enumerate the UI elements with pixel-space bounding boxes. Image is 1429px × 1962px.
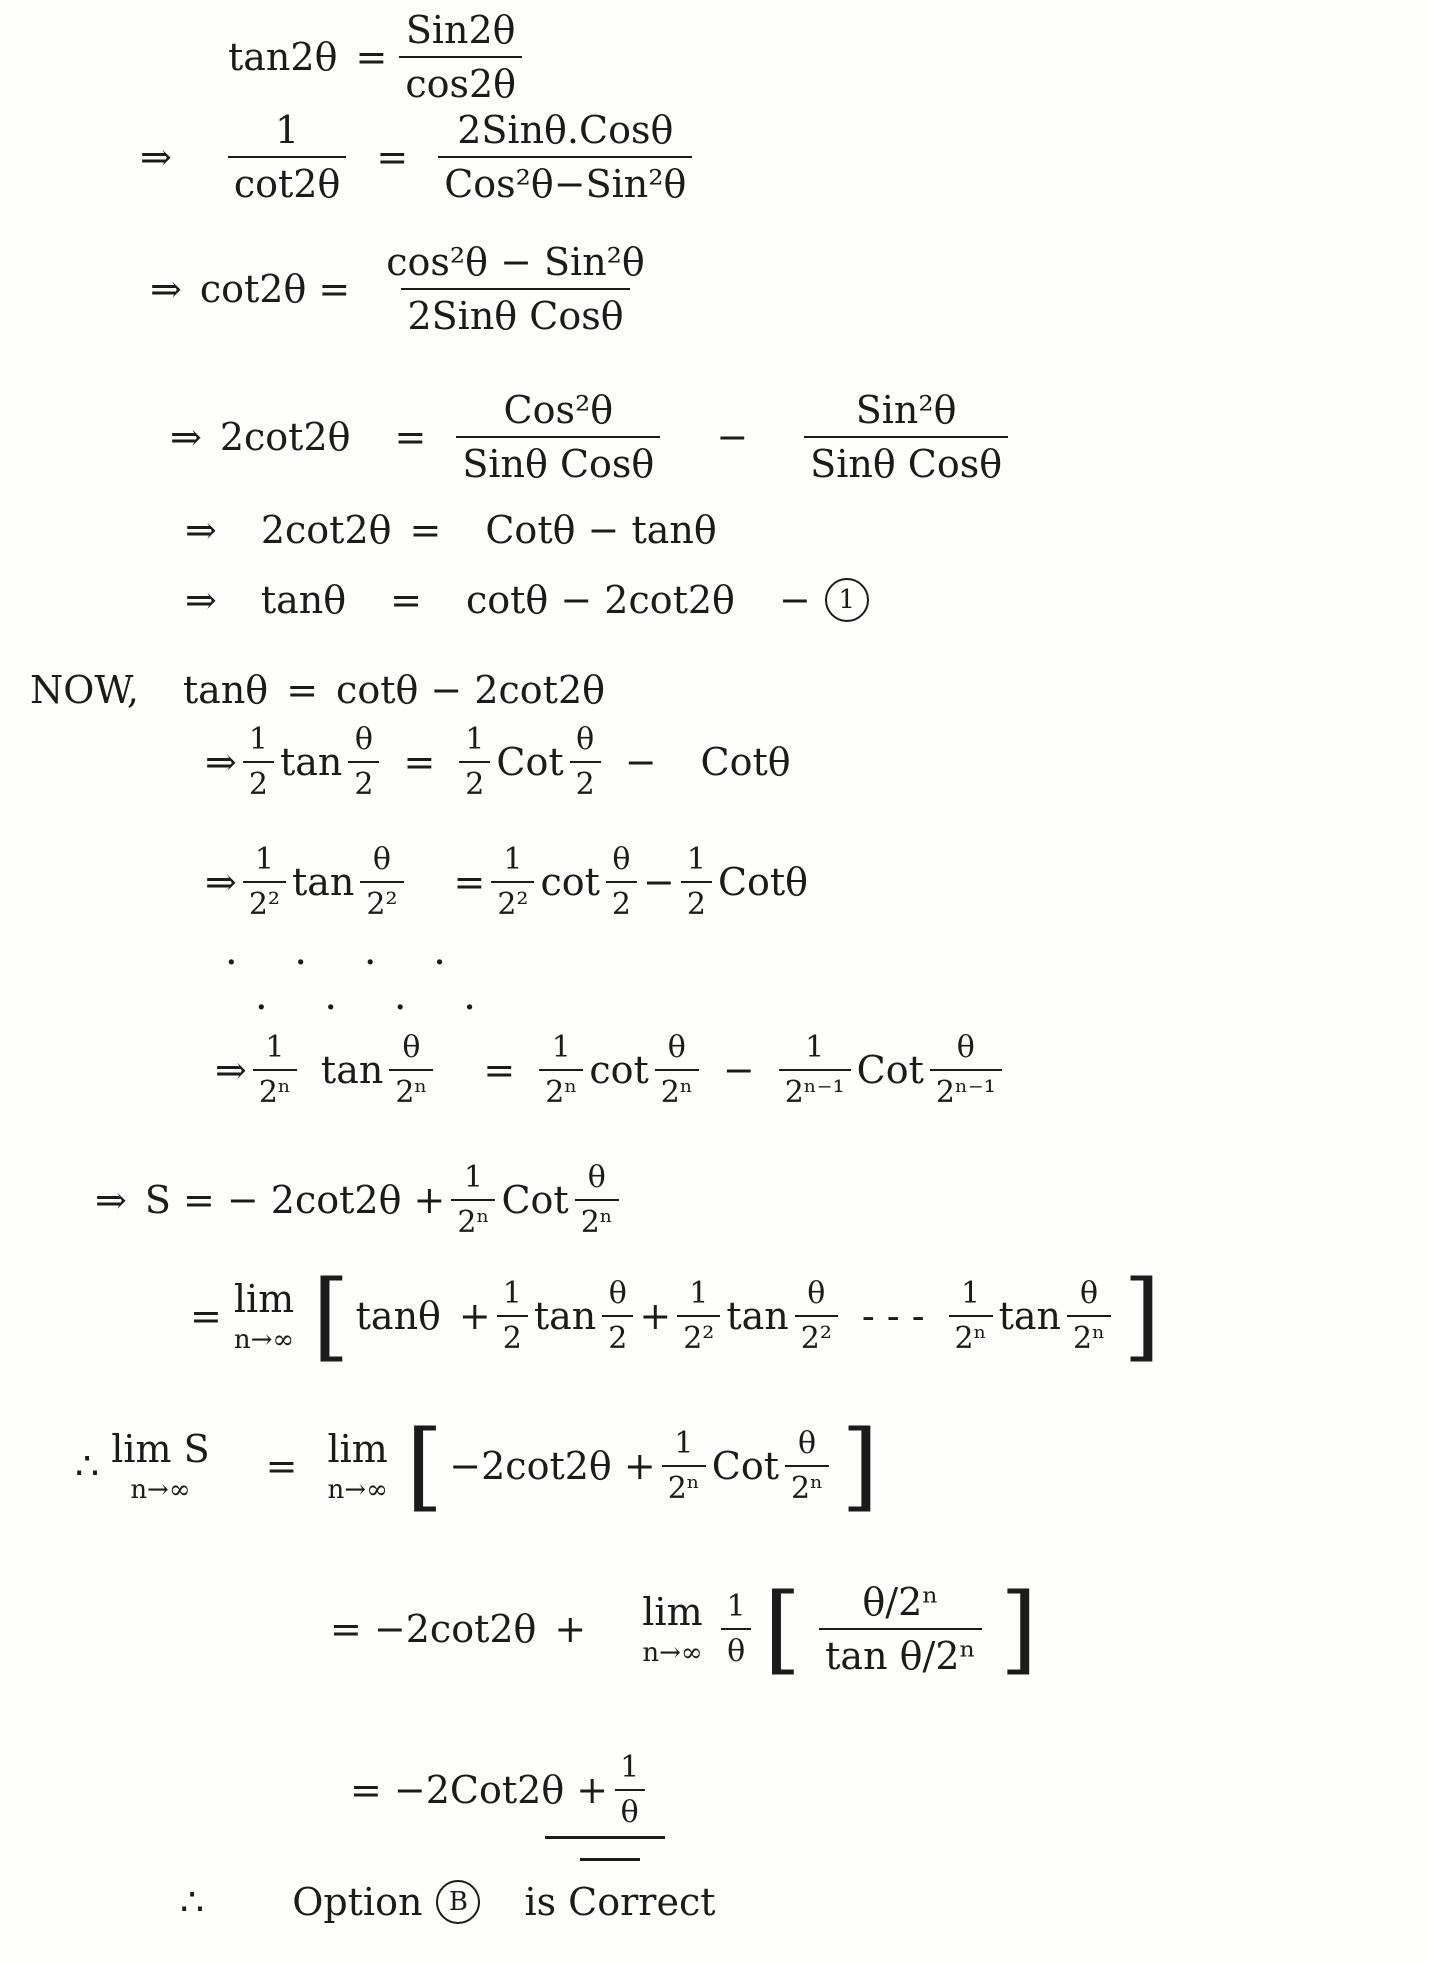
numerator: θ: [587, 1160, 606, 1195]
eq-lhs: 2cot2θ: [260, 508, 392, 552]
minus-sign: −: [643, 860, 675, 904]
denominator: 2²: [795, 1315, 838, 1356]
implies-arrow: ⇒: [215, 1048, 247, 1092]
eq-2cot2theta-split: [170, 388, 1020, 486]
eq-sign: =: [286, 668, 319, 712]
plus-sign: +: [639, 1294, 672, 1338]
limit-operator: [111, 1427, 209, 1505]
eq-lhs: tanθ: [260, 578, 347, 622]
fraction: [491, 842, 534, 922]
implies-arrow: ⇒: [185, 578, 217, 622]
numerator: 1: [254, 842, 274, 877]
eq-sign: =: [483, 1048, 516, 1092]
denominator: cos2θ: [399, 56, 522, 106]
fraction: [655, 1030, 699, 1110]
denominator: 2²: [243, 881, 286, 922]
eq-lhs: 2cot2θ: [219, 415, 351, 459]
numerator: θ: [612, 842, 631, 877]
denominator: 2ⁿ: [1067, 1315, 1111, 1356]
term-tan: tanθ: [355, 1294, 441, 1338]
fraction: [930, 1030, 1002, 1110]
minus-sign: −: [716, 415, 749, 459]
denominator: 2ⁿ: [575, 1199, 619, 1240]
left-bracket: [: [405, 1410, 444, 1522]
numerator: cos²θ − Sin²θ: [386, 240, 645, 284]
fraction: [662, 1426, 706, 1506]
therefore-symbol: ∴: [180, 1880, 205, 1924]
eq-rhs: Cotθ − tanθ: [485, 508, 717, 552]
denominator: 2Sinθ Cosθ: [401, 288, 629, 338]
numerator: Sin²θ: [855, 388, 957, 432]
denominator: θ: [721, 1628, 751, 1669]
eq-tan2theta: [228, 8, 534, 106]
numerator: θ: [576, 722, 595, 757]
fraction: [614, 1750, 645, 1830]
numerator: θ/2ⁿ: [862, 1580, 939, 1624]
func-tan: tan: [320, 1048, 384, 1092]
numerator: 1: [503, 842, 523, 877]
fraction: [459, 722, 490, 802]
answer-underline: [545, 1836, 665, 1839]
fraction: [795, 1276, 838, 1356]
implies-arrow: ⇒: [95, 1178, 127, 1222]
func-cot: Cot: [501, 1178, 569, 1222]
continuation-dots: · · · ·: [225, 940, 469, 986]
func-tan: tan: [533, 1294, 597, 1338]
lim-label: lim: [327, 1427, 388, 1471]
term: = −2Cot2θ +: [350, 1768, 609, 1812]
equation-tag-circle: 1: [825, 578, 869, 622]
fraction: [819, 1580, 982, 1678]
fraction: [570, 722, 601, 802]
numerator: 1: [674, 1426, 694, 1461]
eq-cot2theta: [150, 240, 663, 338]
eq-sign: =: [355, 35, 388, 79]
denominator: 2ⁿ: [662, 1465, 706, 1506]
numerator: 1: [463, 1160, 483, 1195]
denominator: tan θ/2ⁿ: [819, 1628, 982, 1678]
denominator: 2ⁿ⁻¹: [779, 1069, 851, 1110]
now-label: NOW,: [30, 668, 139, 712]
lim-label: lim: [642, 1590, 703, 1634]
numerator: 2Sinθ.Cosθ: [457, 108, 674, 152]
minus-sign: −: [722, 1048, 755, 1092]
numerator: θ: [798, 1426, 817, 1461]
denominator: 2ⁿ: [785, 1465, 829, 1506]
denominator: θ: [615, 1789, 645, 1830]
eq-now: [30, 668, 605, 712]
denominator: cot2θ: [228, 156, 347, 206]
right-bracket: ]: [841, 1410, 879, 1522]
numerator: 1: [961, 1276, 981, 1311]
lim-subscript: n→∞: [327, 1475, 388, 1505]
eq-sign: =: [394, 415, 427, 459]
left-bracket: [: [763, 1573, 802, 1685]
denominator: 2ⁿ: [949, 1315, 993, 1356]
eq-final: [350, 1750, 651, 1830]
numerator: θ: [956, 1030, 975, 1065]
fraction: [456, 388, 660, 486]
continuation-dots: · · · ·: [255, 985, 499, 1031]
fraction: [804, 388, 1008, 486]
eq-2cot-identity: [185, 508, 717, 552]
lim-subscript: n→∞: [233, 1325, 295, 1355]
eq-lhs: tan2θ: [228, 35, 338, 79]
numerator: 1: [275, 108, 300, 152]
fraction: [243, 842, 286, 922]
denominator: 2: [459, 761, 490, 802]
denominator: 2²: [360, 881, 403, 922]
denominator: 2ⁿ: [253, 1069, 297, 1110]
eq-sign: =: [376, 135, 409, 179]
func-cot: Cot: [496, 740, 564, 784]
limit-operator: [642, 1590, 702, 1668]
lim-label: lim: [233, 1277, 295, 1321]
numerator: 1: [689, 1276, 709, 1311]
func-cot: cot: [540, 860, 600, 904]
conclusion-option-word: Option: [292, 1880, 423, 1924]
minus-sign: −: [624, 740, 657, 784]
numerator: θ: [372, 842, 391, 877]
denominator: 2ⁿ: [539, 1069, 583, 1110]
right-bracket: ]: [999, 1573, 1038, 1685]
option-b-circle: B: [436, 1880, 480, 1924]
implies-arrow: ⇒: [150, 267, 182, 311]
numerator: 1: [620, 1750, 640, 1785]
eq-quarter-tan: [205, 842, 808, 922]
eq-half-tan: [205, 722, 791, 802]
ellipsis: - - -: [861, 1294, 925, 1338]
denominator: 2: [497, 1315, 528, 1356]
numerator: Cos²θ: [503, 388, 614, 432]
implies-arrow: ⇒: [205, 860, 237, 904]
denominator: Sinθ Cosθ: [456, 436, 660, 486]
implies-arrow: ⇒: [185, 508, 217, 552]
eq-limit-eval: [330, 1573, 1043, 1685]
denominator: Sinθ Cosθ: [804, 436, 1008, 486]
denominator: 2²: [677, 1315, 720, 1356]
numerator: 1: [726, 1589, 746, 1624]
fraction: [779, 1030, 851, 1110]
fraction: [497, 1276, 528, 1356]
lim-label: lim S: [111, 1427, 210, 1471]
denominator: 2²: [491, 881, 534, 922]
numerator: 1: [502, 1276, 522, 1311]
answer-underline: [580, 1858, 640, 1861]
conclusion: [180, 1880, 716, 1924]
numerator: 1: [686, 842, 706, 877]
denominator: 2ⁿ: [451, 1199, 495, 1240]
denominator: 2: [602, 1315, 633, 1356]
plus-sign: +: [458, 1294, 491, 1338]
eq-tan-identity: [185, 578, 869, 622]
denominator: 2: [348, 761, 379, 802]
fraction: [539, 1030, 583, 1110]
lim-subscript: n→∞: [642, 1638, 703, 1668]
dash: −: [778, 578, 811, 622]
left-bracket: [: [312, 1260, 350, 1372]
denominator: 2: [681, 881, 712, 922]
fraction: [451, 1160, 495, 1240]
term-cot: Cotθ: [700, 740, 791, 784]
fraction: [348, 722, 379, 802]
denominator: 2ⁿ: [389, 1069, 433, 1110]
numerator: Sin2θ: [405, 8, 516, 52]
numerator: θ: [667, 1030, 686, 1065]
eq-rhs: cotθ − 2cot2θ: [336, 668, 605, 712]
numerator: θ: [807, 1276, 826, 1311]
func-tan: tan: [726, 1294, 789, 1338]
therefore-symbol: ∴: [75, 1444, 100, 1488]
denominator: 2: [570, 761, 601, 802]
eq-sign: =: [265, 1444, 298, 1488]
fraction: [399, 8, 522, 106]
denominator: 2ⁿ⁻¹: [930, 1069, 1002, 1110]
numerator: 1: [465, 722, 485, 757]
right-bracket: ]: [1123, 1260, 1161, 1372]
numerator: 1: [805, 1030, 825, 1065]
numerator: 1: [248, 722, 268, 757]
term-cot: Cotθ: [717, 860, 809, 904]
eq-sum-s: [95, 1160, 625, 1240]
denominator: 2: [606, 881, 637, 922]
fraction: [677, 1276, 720, 1356]
eq-sign: =: [390, 578, 422, 622]
fraction: [681, 842, 712, 922]
numerator: θ: [402, 1030, 421, 1065]
eq-limit-series: [190, 1260, 1167, 1372]
fraction: [253, 1030, 297, 1110]
implies-arrow: ⇒: [170, 415, 202, 459]
func-tan: tan: [998, 1294, 1062, 1338]
limit-operator: [234, 1277, 294, 1355]
fraction: [785, 1426, 829, 1506]
numerator: 1: [265, 1030, 285, 1065]
fraction: [575, 1160, 619, 1240]
fraction: [606, 842, 637, 922]
numerator: 1: [551, 1030, 571, 1065]
eq-sign: =: [403, 740, 436, 784]
fraction: [389, 1030, 433, 1110]
eq-sign: =: [453, 860, 486, 904]
eq-lhs: cot2θ =: [199, 267, 351, 311]
fraction: [380, 240, 651, 338]
fraction: [1067, 1276, 1111, 1356]
denominator: Cos²θ−Sin²θ: [438, 156, 692, 206]
fraction: [721, 1589, 752, 1669]
eq-lhs: S = − 2cot2θ +: [144, 1178, 446, 1222]
term: −2cot2θ +: [449, 1444, 656, 1488]
eq-lhs: tanθ: [182, 668, 269, 712]
limit-operator: [327, 1427, 387, 1505]
implies-arrow: ⇒: [205, 740, 237, 784]
eq-reciprocal: [140, 108, 704, 206]
denominator: 2ⁿ: [655, 1069, 699, 1110]
fraction: [243, 722, 274, 802]
eq-rhs: cotθ − 2cot2θ: [465, 578, 735, 622]
denominator: 2: [243, 761, 274, 802]
func-tan: tan: [279, 740, 343, 784]
term: = −2cot2θ: [330, 1607, 537, 1651]
fraction: [438, 108, 692, 206]
plus-sign: +: [554, 1607, 587, 1651]
implies-arrow: ⇒: [140, 135, 172, 179]
fraction: [360, 842, 403, 922]
eq-sign: =: [190, 1294, 222, 1338]
fraction: [602, 1276, 633, 1356]
fraction: [228, 108, 347, 206]
fraction: [949, 1276, 993, 1356]
eq-sign: =: [409, 508, 442, 552]
lim-subscript: n→∞: [130, 1475, 191, 1505]
numerator: θ: [354, 722, 373, 757]
func-cot: Cot: [856, 1048, 924, 1092]
func-cot: Cot: [711, 1444, 780, 1488]
eq-general-term: [215, 1030, 1008, 1110]
eq-lim-s: [75, 1410, 885, 1522]
numerator: θ: [1080, 1276, 1099, 1311]
numerator: θ: [608, 1276, 627, 1311]
conclusion-text: is Correct: [524, 1880, 716, 1924]
func-cot: cot: [589, 1048, 649, 1092]
func-tan: tan: [291, 860, 355, 904]
